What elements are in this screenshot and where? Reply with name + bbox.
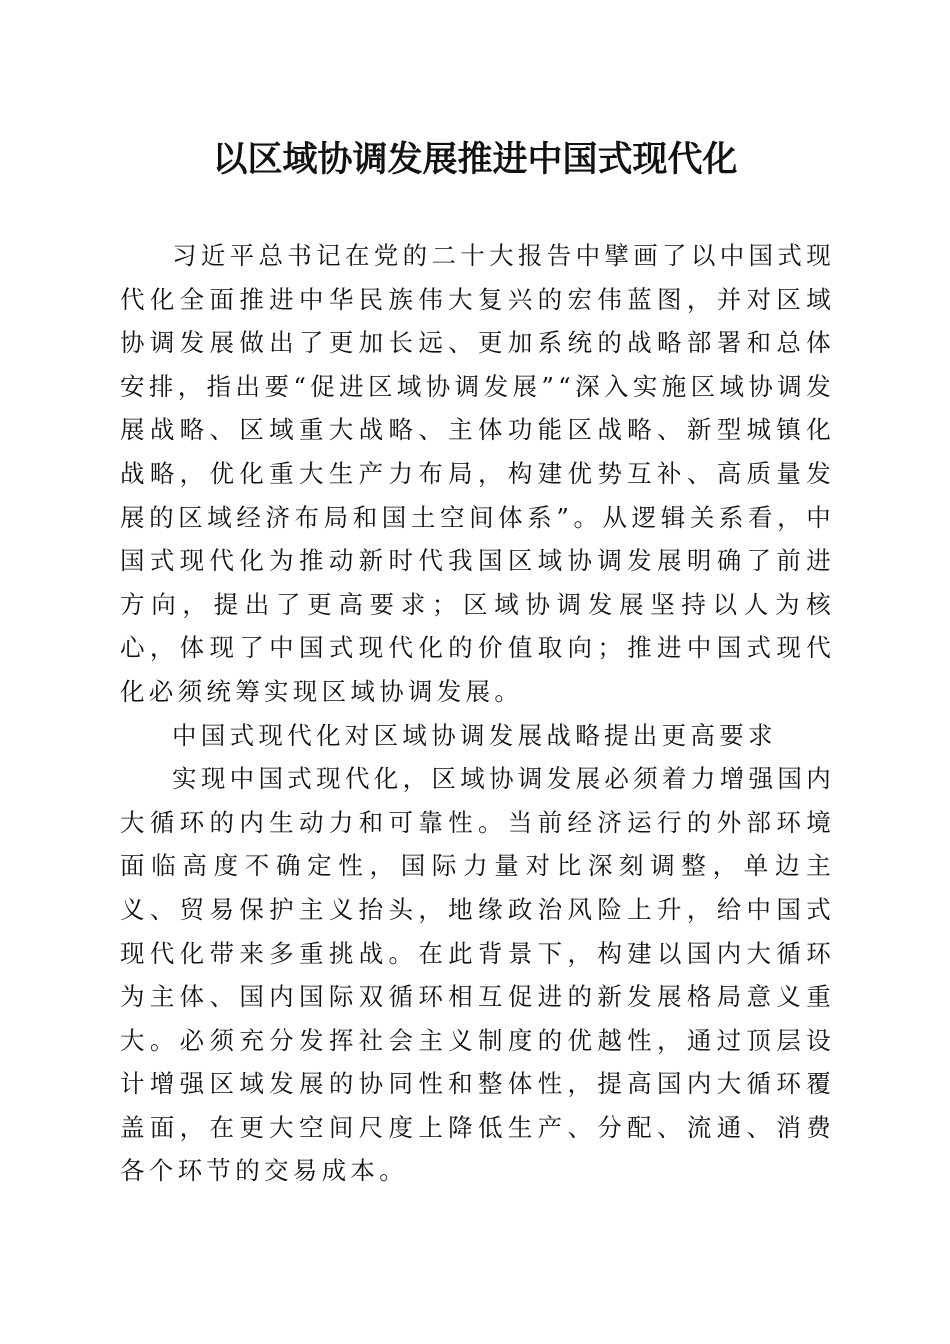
document-body	[120, 234, 835, 1193]
paragraph-section-1: 实现中国式现代化，区域协调发展必须着力增强国内大循环的内生动力和可靠性。当前经济运行的外部环境面临高度不确定性，国际力量对比深刻调整，单边主义、贸易保护主义抬头，地缘政治风险上升，给中国式现代化带来多重挑战。在此背景下，构建以国内大循环为主体、国内国际双循环相互促进的新发展格局意义重大。必须充分发挥社会主义制度的优越性，通过顶层设计增强区域发展的协同性和整体性，提高国内大循环覆盖面，在更大空间尺度上降低生产、分配、流通、消费各个环节的交易成本。	[120, 764, 835, 1186]
paragraph-intro: 习近平总书记在党的二十大报告中擘画了以中国式现代化全面推进中华民族伟大复兴的宏伟蓝图，并对区域协调发展做出了更加长远、更加系统的战略部署和总体安排，指出要“促进区域协调发展”“深入实施区域协调发展战略、区域重大战略、主体功能区战略、新型城镇化战略，优化重大生产力布局，构建优势互补、高质量发展的区域经济布局和国土空间体系”。从逻辑关系看，中国式现代化为推动新时代我国区域协调发展明确了前进方向，提出了更高要求；区域协调发展坚持以人为核心，体现了中国式现代化的价值取向；推进中国式现代化必须统筹实现区域协调发展。	[120, 241, 835, 706]
document-title: 以区域协调发展推进中国式现代化	[212, 139, 738, 180]
section-heading: 中国式现代化对区域协调发展战略提出更高要求	[172, 720, 777, 750]
